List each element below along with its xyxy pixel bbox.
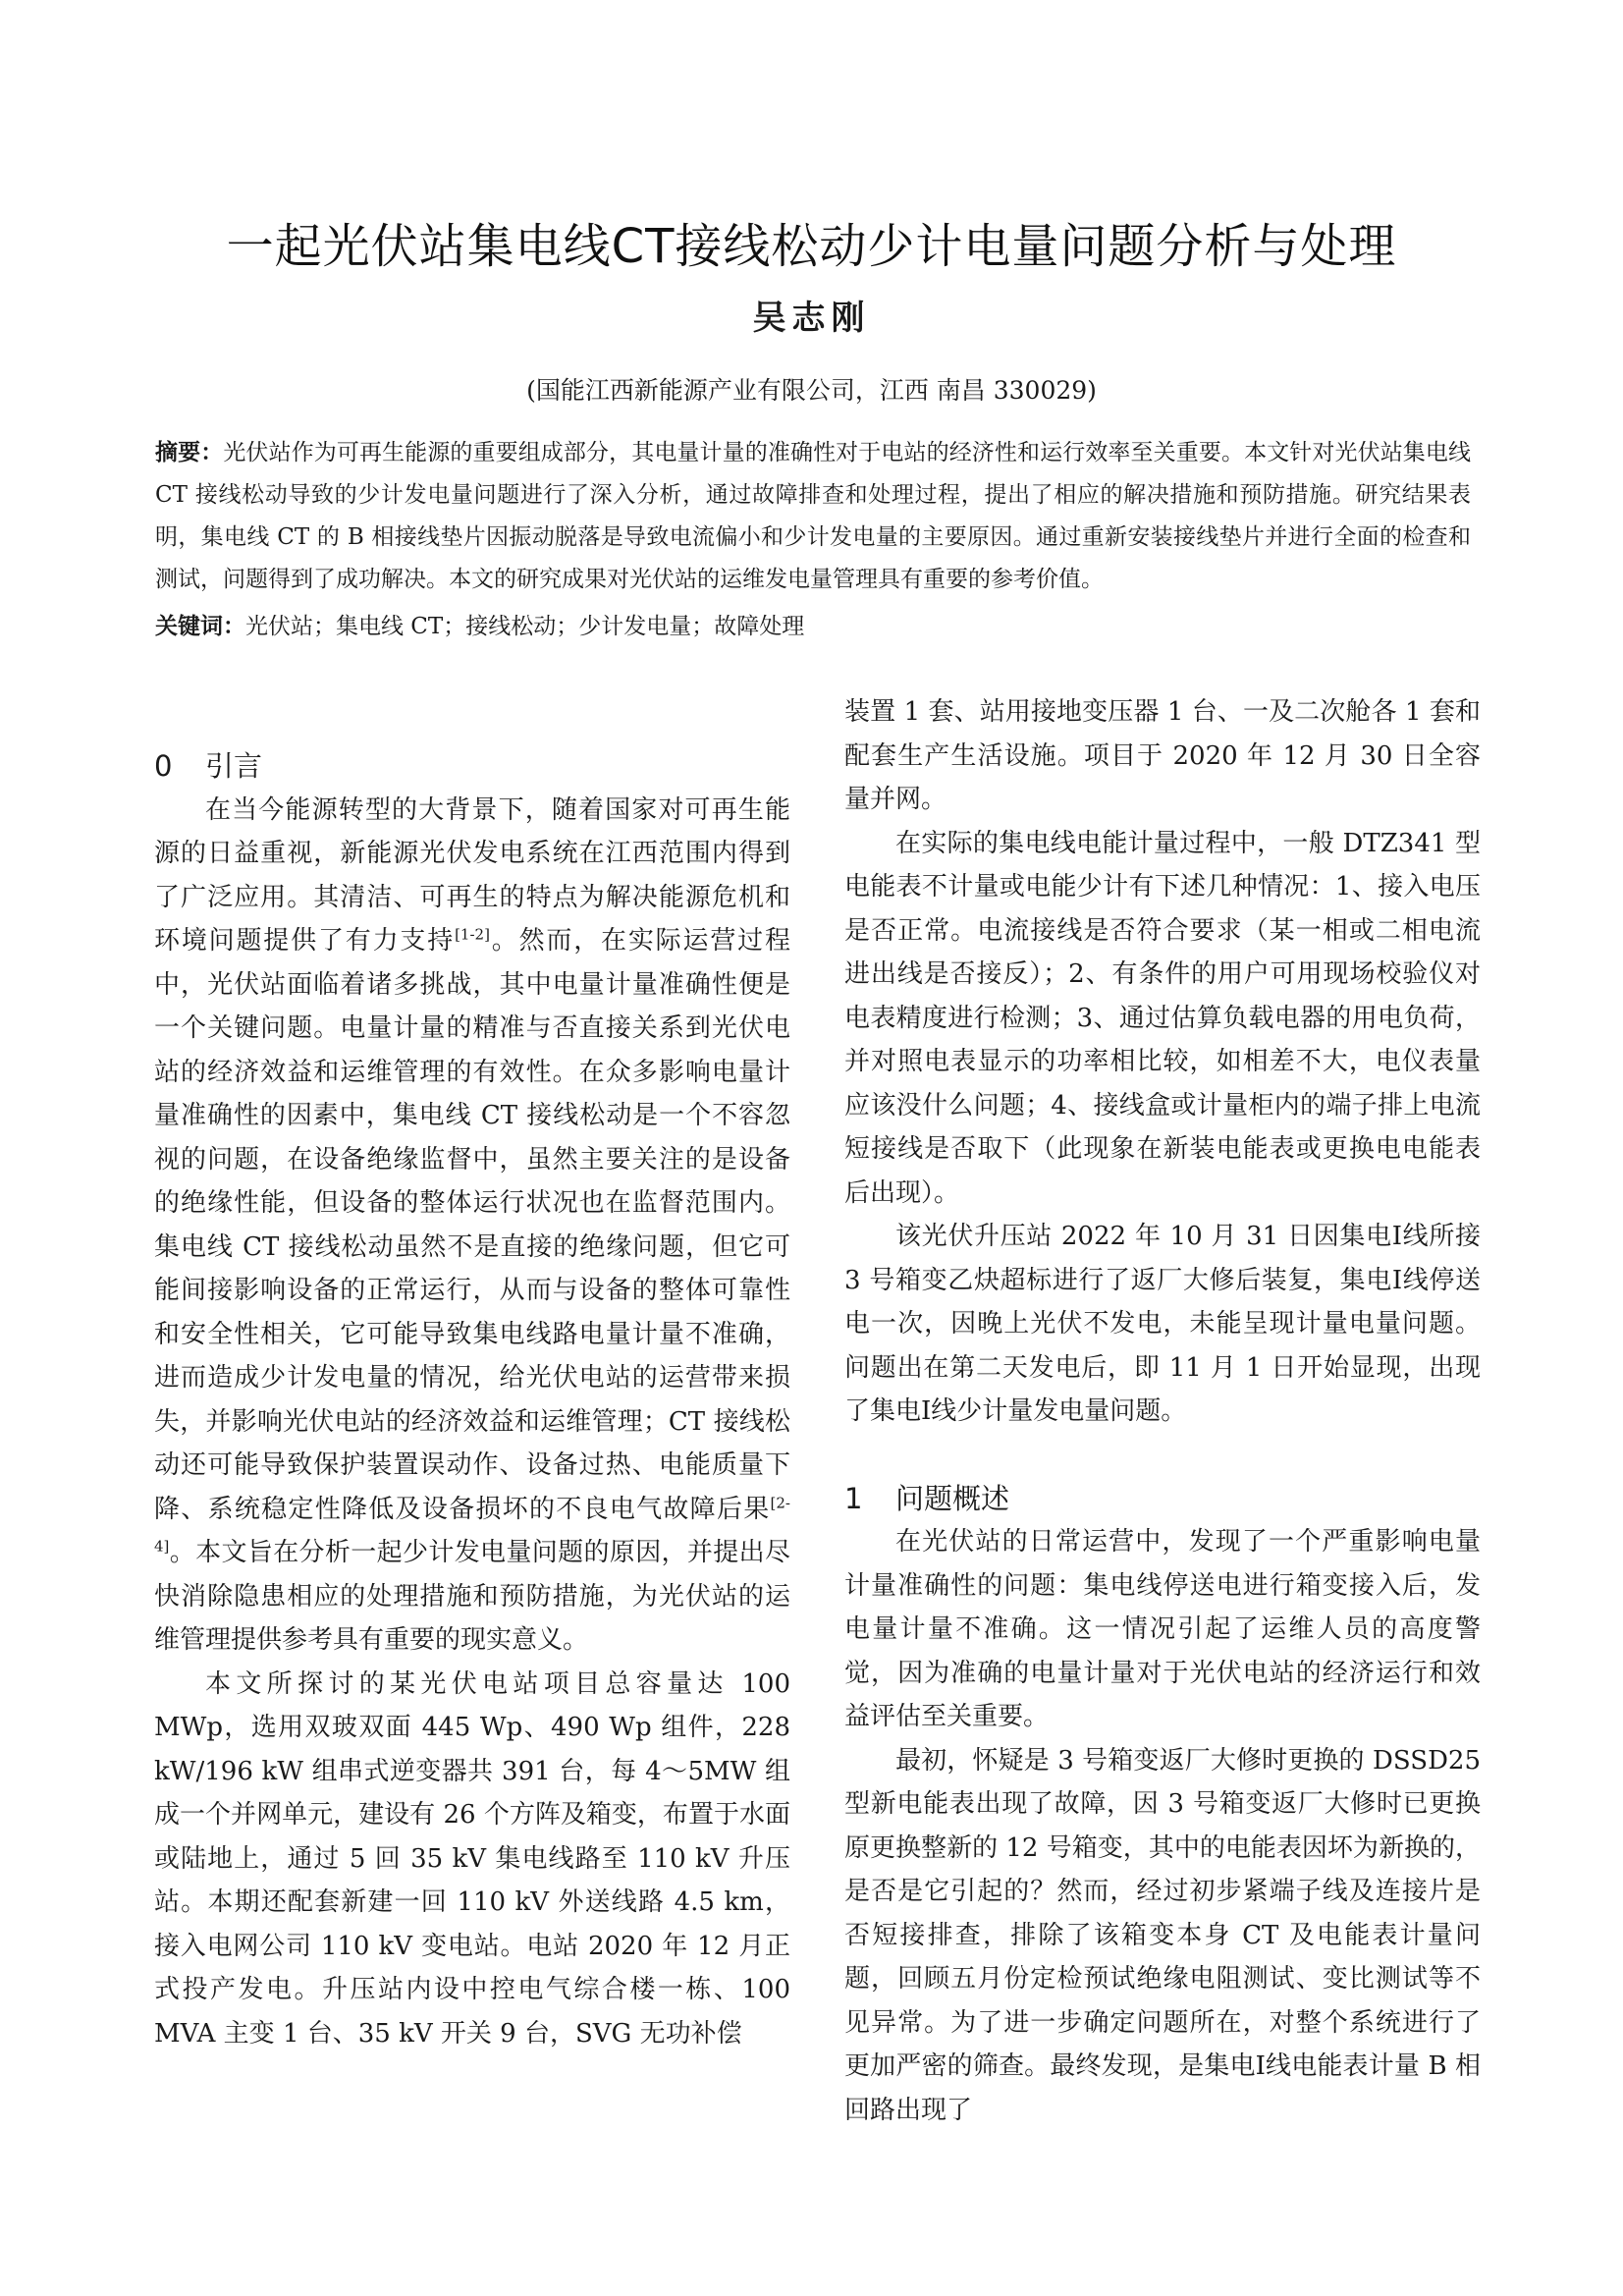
citation: [2-4] — [154, 1493, 790, 1556]
paragraph — [154, 789, 790, 1663]
section-title: 问题概述 — [895, 1481, 1010, 1515]
paragraph: 该光伏升压站 2022 年 10 月 31 日因集电Ⅰ线所接 3 号箱变乙炔超标进行了返厂大修后装复，集电Ⅰ线停送电一次，因晚上光伏不发电，未能呈现计量电量问题。问题出在第二天发电后，即 11 月 1 日开始显现，出现了集电Ⅰ线少计量发电量问题。 — [844, 1222, 1481, 1426]
paragraph: 在实际的集电线电能计量过程中，一般 DTZ341 型电能表不计量或电能少计有下述几种情况：1、接入电压是否正常。电流接线是否符合要求（某一相或二相电流进出线是否接反）；2、有条件的用户可用现场校验仪对电表精度进行检测；3、通过估算负载电器的用电负荷，并对照电表显示的功率相比较，如相差不大，电仪表量应该没什么问题；4、接线盒或计量柜内的端子排上电流短接线是否取下（此现象在新装电能表或更换电电能表后出现）。 — [844, 828, 1481, 1208]
paragraph: 在光伏站的日常运营中，发现了一个严重影响电量计量准确性的问题：集电线停送电进行箱变接入后，发电量计量不准确。这一情况引起了运维人员的高度警觉，因为准确的电量计量对于光伏电站的经济运行和效益评估至关重要。 — [844, 1527, 1481, 1731]
section-heading-introduction — [154, 744, 790, 789]
paragraph-text: 。本文旨在分析一起少计发电量问题的原因，并提出尽快消除隐患相应的处理措施和预防措施，为光伏站的运维管理提供参考具有重要的现实意义。 — [154, 1538, 790, 1655]
section-number: 0 — [154, 749, 173, 783]
paragraph: 最初，怀疑是 3 号箱变返厂大修时更换的 DSSD25 型新电能表出现了故障，因 3 号箱变返厂大修时已更换原更换整新的 12 号箱变，其中的电能表因坏为新换的，是否是它引起的？然而，经过初步紧端子线及连接片是否短接排查，排除了该箱变本身 CT 及电能表计量问题，回顾五月份定检预试绝缘电阻测试、变比测试等不见异常。为了进一步确定问题所在，对整个系统进行了更加严密的筛查。最终发现，是集电Ⅰ线电能表计量 B 相回路出现了 — [844, 1745, 1481, 2125]
paragraph-text: 在当今能源转型的大背景下，随着国家对可再生能源的日益重视，新能源光伏发电系统在江西范围内得到了广泛应用。其清洁、可再生的特点为解决能源危机和环境问题提供了有力支持 — [154, 794, 790, 956]
section-title: 引言 — [205, 749, 263, 783]
keywords-label: 关键词： — [155, 614, 245, 639]
paper-title: 一起光伏站集电线CT接线松动少计电量问题分析与处理 — [226, 219, 1397, 274]
paragraph: 本文所探讨的某光伏电站项目总容量达 100 MWp，选用双玻双面 445 Wp、490 Wp 组件，228 kW/196 kW 组串式逆变器共 391 台，每 4～5MW 组成一个并网单元，建设有 26 个方阵及箱变，布置于水面或陆地上，通过 5 回 35 kV 集电线路至 110 kV 升压站。本期还配套新建一回 110 kV 外送线路 4.5 km，接入电网公司 110 kV 变电站。电站 2020 年 12 月正式投产发电。升压站内设中控电气综合楼一栋、100 MVA 主变 1 台、35 kV 开关 9 台，SVG 无功补偿 — [154, 1668, 790, 2049]
author-name: 吴志刚 — [752, 299, 871, 338]
keywords-text: 光伏站；集电线 CT；接线松动；少计发电量；故障处理 — [245, 614, 805, 639]
abstract-label: 摘要： — [155, 440, 224, 465]
affiliation: (国能江西新能源产业有限公司，江西 南昌 330029) — [526, 376, 1097, 405]
section-heading-problem-overview — [844, 1477, 1481, 1521]
citation: [1-2] — [455, 925, 490, 944]
paragraph: 装置 1 套、站用接地变压器 1 台、一及二次舱各 1 套和配套生产生活设施。项目于 2020 年 12 月 30 日全容量并网。 — [844, 697, 1481, 814]
abstract — [155, 432, 1471, 601]
left-column — [154, 744, 790, 2055]
right-column — [844, 690, 1481, 2132]
abstract-text: 光伏站作为可再生能源的重要组成部分，其电量计量的准确性对于电站的经济性和运行效率至关重要。本文针对光伏站集电线 CT 接线松动导致的少计发电量问题进行了深入分析，通过故障排查和处理过程，提出了相应的解决措施和预防措施。研究结果表明，集电线 CT 的 B 相接线垫片因振动脱落是导致电流偏小和少计发电量的主要原因。通过重新安装接线垫片并进行全面的检查和测试，问题得到了成功解决。本文的研究成果对光伏站的运维发电量管理具有重要的参考价值。 — [155, 440, 1472, 592]
keywords — [155, 606, 1471, 648]
paragraph-text: 。然而，在实际运营过程中，光伏站面临着诸多挑战，其中电量计量准确性便是一个关键问题。电量计量的精准与否直接关系到光伏电站的经济效益和运维管理的有效性。在众多影响电量计量准确性的因素中，集电线 CT 接线松动是一个不容忽视的问题，在设备绝缘监督中，虽然主要关注的是设备的绝缘性能，但设备的整体运行状况也在监督范围内。集电线 CT 接线松动虽然不是直接的绝缘问题，但它可能间接影响设备的正常运行，从而与设备的整体可靠性和安全性相关，它可能导致集电线路电量计量不准确，进而造成少计发电量的情况，给光伏电站的运营带来损失，并影响光伏电站的经济效益和运维管理；CT 接线松动还可能导致保护装置误动作、设备过热、电能质量下降、系统稳定性降低及设备损坏的不良电气故障后果 — [154, 926, 790, 1524]
section-number: 1 — [844, 1481, 863, 1515]
